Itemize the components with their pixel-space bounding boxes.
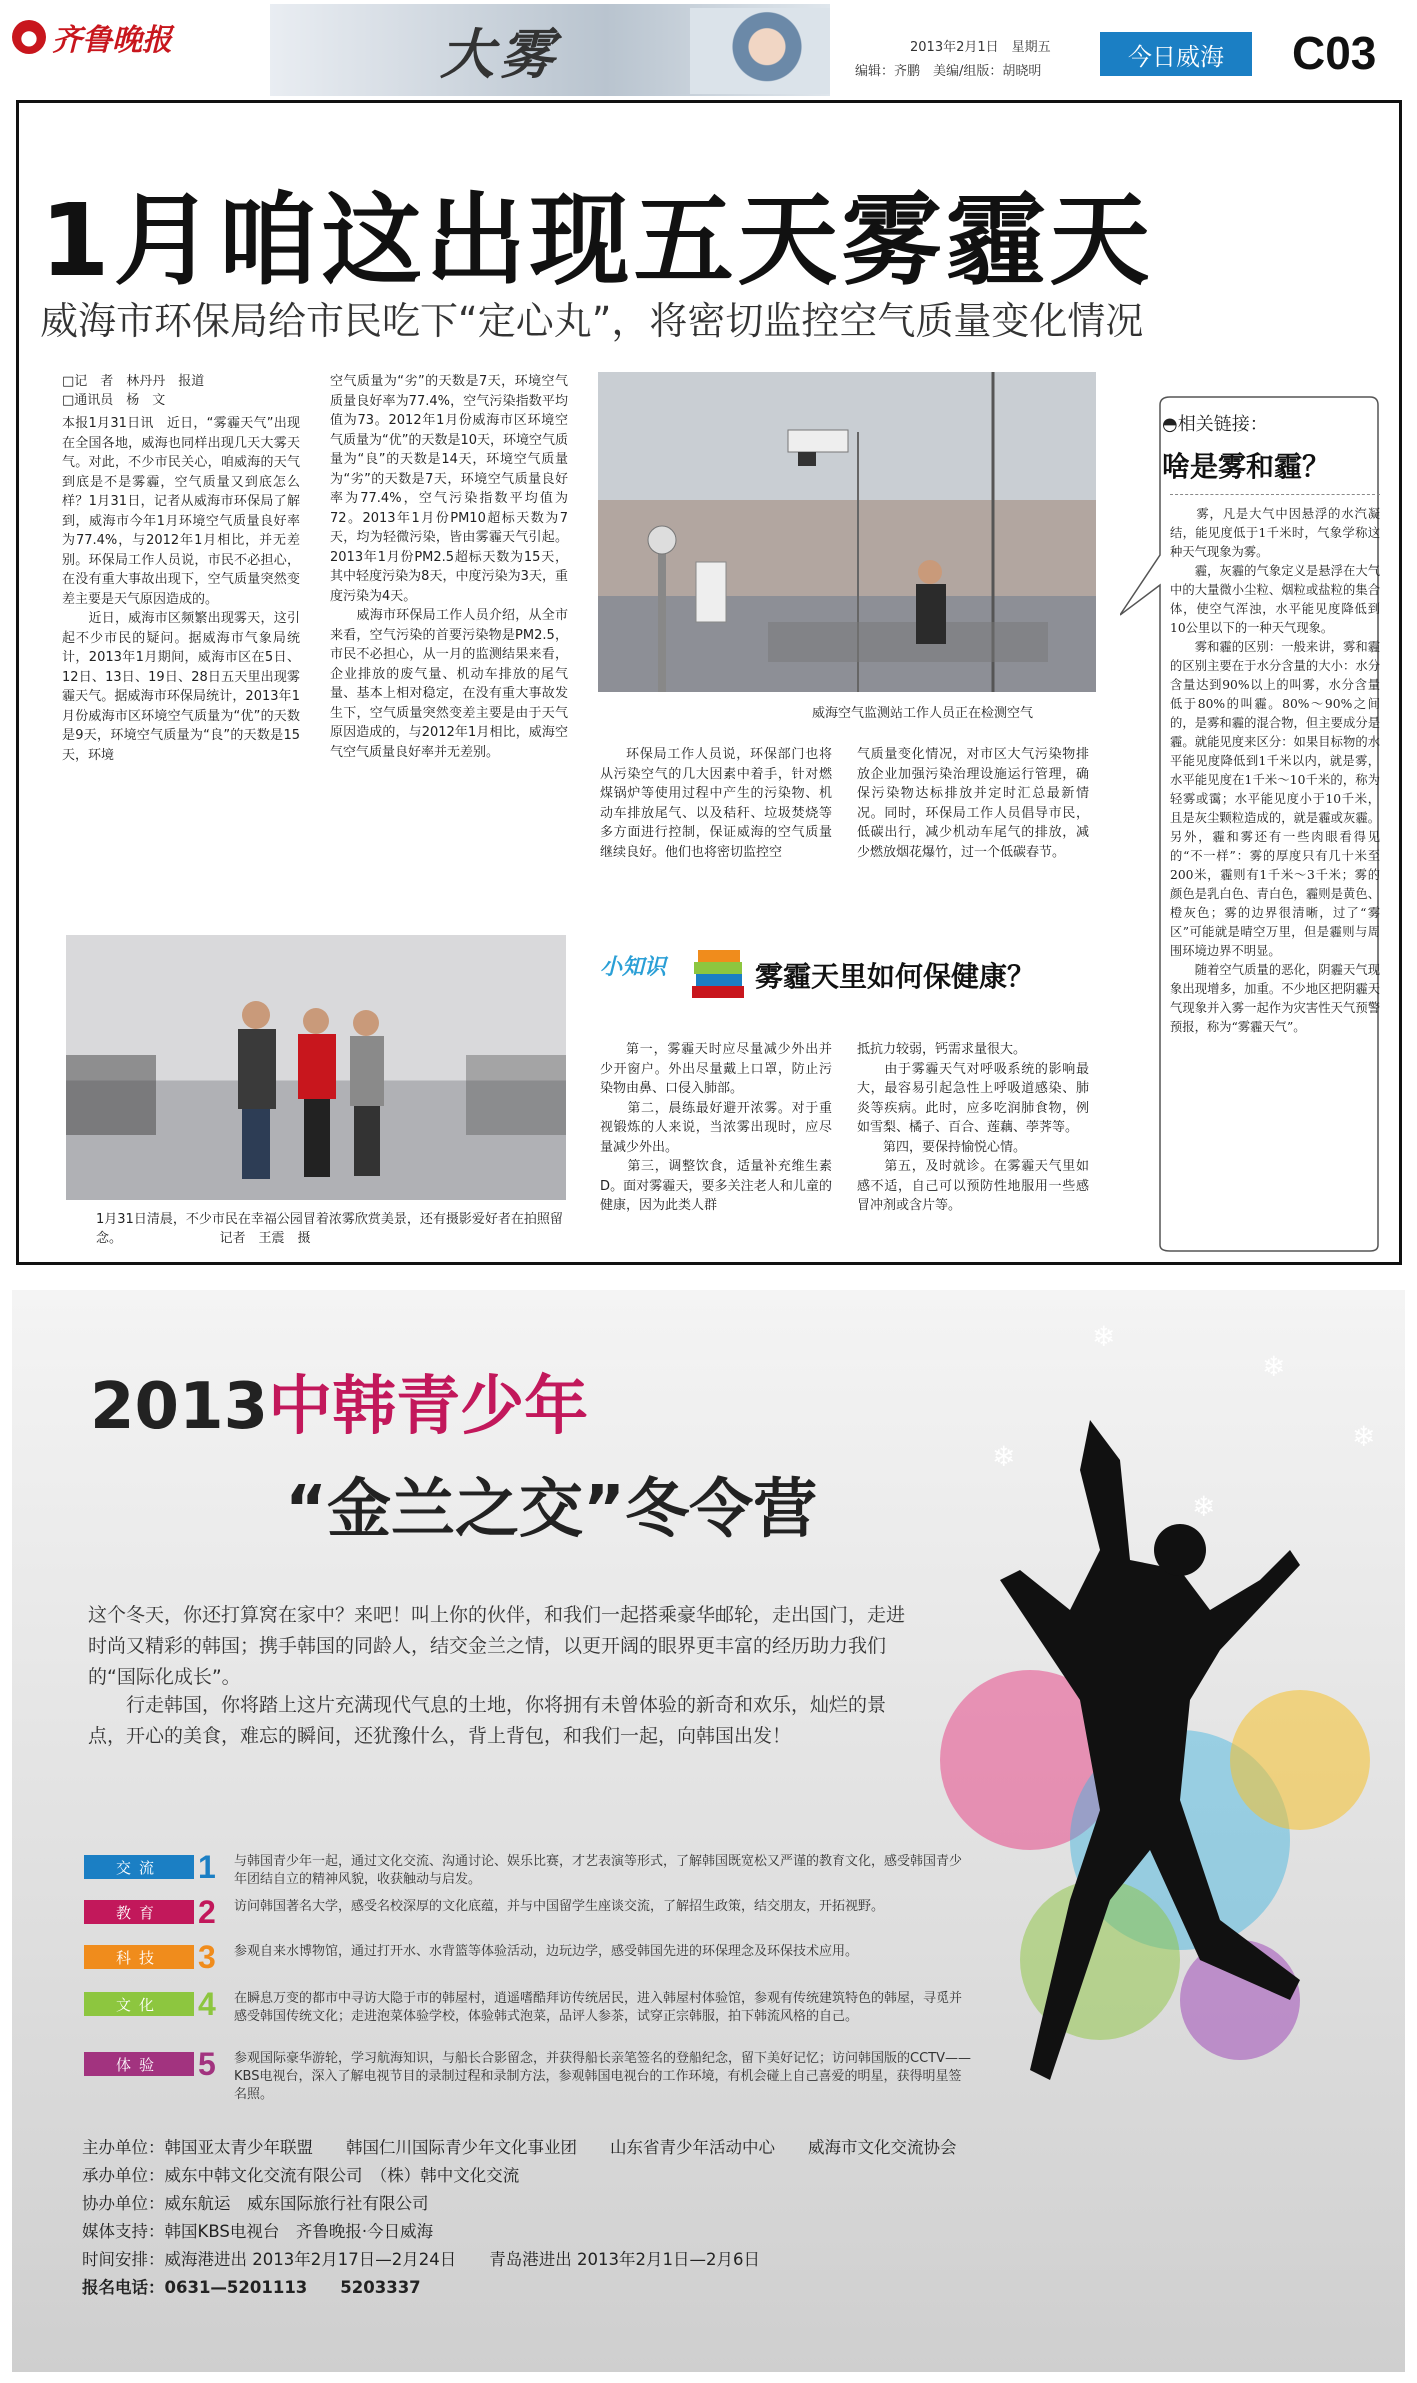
- snowflake-icon: ❄: [992, 1440, 1016, 1473]
- ad-intro: 这个冬天，你还打算窝在家中？来吧！叫上你的伙伴，和我们一起搭乘豪华邮轮，走出国门，走进时尚又精彩的韩国；携手韩国的同龄人，结交金兰之情，以更开阔的眼界更丰富的经历助力我们的“国际化成长”。: [88, 1604, 906, 1688]
- ad-title-subject: 中韩青少年: [268, 1370, 589, 1444]
- program-culture: [84, 1986, 984, 2050]
- banner-photo: [690, 8, 830, 94]
- ad-title-year: 2013: [90, 1370, 269, 1444]
- article-column-2: 空气质量为“劣”的天数是7天，环境空气质量良好率为77.4%，空气污染指数平均值为73。2012年1月份威海市区环境空气质量为“优”的天数是10天，环境空气质量为“良”的天数是14天，环境空气质量为“劣”的天数是7天，环境空气质量良好率为77.4%，空气污染指数平均值为72。2013年1月份PM10超标天数为7天，均为轻微污染，皆由雾霾天气引起。2013年1月份PM2.5超标天数为15天，其中轻度污染为8天，中度污染为3天，重度污染为4天。 威海市环保局工作人员介绍，从全市来看，空气污染的首要污染物是PM2.5，市民不必担心，从一月的监测结果来看，企业排放的废气量、机动车排放的尾气量、基本上相对稳定，在没有重大事故发生下，空气质量突然变差主要是由于天气原因造成的，与2012年1月相比，威海空气空气质量良好率并无差别。: [330, 374, 569, 760]
- sponsor-list: [82, 2134, 1182, 2302]
- tips-heading: 雾霾天里如何保健康？: [755, 960, 1036, 993]
- article-column-3: 环保局工作人员说，环保部门也将从污染空气的几大因素中着手，针对燃煤锅炉等使用过程中产生的污染物、机动车排放尾气、以及秸秆、垃圾焚烧等多方面进行控制，保证威海的空气质量继续良好。他们也将密切监控空: [600, 747, 832, 860]
- banner-title: 大雾: [440, 22, 560, 86]
- article-column-1: 本报1月31日讯 近日，“雾霾天气”出现在全国各地，威海也同样出现几天大雾天气。对此，不少市民关心，咱威海的天气到底是不是雾霾，空气质量又到底怎么样？1月31日，记者从威海市环保局了解到，威海市今年1月环境空气质量良好率为77.4%，与2012年1月相比，并无差别。环保局工作人员说，市民不必担心，在没有重大事故出现下，空气质量突然变差主要是天气原因造成的。 近日，威海市区频繁出现雾天，这引起不少市民的疑问。据威海市气象局统计，2013年1月期间，威海市区在5日、12日、13日、19日、28日五天里出现雾霾天气。据威海市环保局统计，2013年1月份威海市区环境空气质量为“优”的天数是9天，环境空气质量为“良”的天数是15天，环境: [62, 416, 300, 763]
- program-number: 1: [198, 1849, 216, 1885]
- sponsor-line-undertakers: 承办单位：威东中韩文化交流有限公司 （株）韩中文化交流: [82, 2166, 520, 2185]
- logo-text: 齐鲁晚报: [52, 23, 172, 58]
- article-column-4: 气质量变化情况，对市区大气污染物排放企业加强污染治理设施运行管理，确保污染物达标排放并定时汇总最新情况。同时，环保局工作人员倡导市民，低碳出行，减少机动车尾气的排放，减少燃放烟花爆竹，过一个低碳春节。: [857, 747, 1089, 860]
- sponsor-line-co-organizers: 协办单位：威东航运 威东国际旅行社有限公司: [82, 2194, 429, 2213]
- program-tag: 交流: [84, 1855, 194, 1879]
- snowflake-icon: ❄: [1262, 1350, 1286, 1383]
- sidebar-body: 雾，凡是大气中因悬浮的水汽凝结，能见度低于1千米时，气象学称这种天气现象为雾。 霾，灰霾的气象定义是悬浮在大气中的大量微小尘粒、烟粒或盐粒的集合体，使空气浑浊，水平能见度降低到10公里以下的一种天气现象。 雾和霾的区别：一般来讲，雾和霾的区别主要在于水分含量的大小：水分含量达到90%以上的叫雾，水分含量低于80%的叫霾。80%～90%之间的，是雾和霾的混合物，但主要成分是霾。就能见度来区分：如果目标物的水平能见度降低到1千米以内，就是雾，水平能见度在1千米～10千米的，称为轻雾或霭；水平能见度小于10千米，且是灰尘颗粒造成的，就是霾或灰霾。另外，霾和雾还有一些肉眼看得见的“不一样”：雾的厚度只有几十米至200米，霾则有1千米～3千米；雾的颜色是乳白色、青白色，霾则是黄色、橙灰色；雾的边界很清晰，过了“雾区”可能就是晴空万里，但是霾则与周围环境边界不明显。 随着空气质量的恶化，阴霾天气现象出现增多，加重。不少地区把阴霾天气现象并入雾一起作为灾害性天气预警预报，称为“雾霾天气”。: [1170, 507, 1380, 1034]
- air-monitor-photo: [598, 372, 1096, 692]
- sidebar-kicker: ◓相关链接：: [1162, 414, 1268, 435]
- editor-credits: 编辑：齐鹏 美编/组版：胡晓明: [855, 64, 1042, 79]
- subheadline: 威海市环保局给市民吃下“定心丸”，将密切监控空气质量变化情况: [40, 299, 1144, 343]
- program-description: 参观国际豪华游轮，学习航海知识，与船长合影留念，并获得船长亲笔签名的登船纪念，留下美好记忆；访问韩国版的CCTV——KBS电视台，深入了解电视节目的录制过程和录制方法，参观韩国电视台的工作环境，有机会碰上自己喜爱的明星，获得明星签名照。: [234, 2051, 971, 2102]
- issue-date: 2013年2月1日 星期五: [910, 40, 1051, 55]
- snowflake-icon: ❄: [1092, 1320, 1116, 1353]
- park-photo-caption: 1月31日清晨，不少市民在幸福公园冒着浓雾欣赏美景，还有摄影爱好者在拍照留念。 记者 王震 摄: [96, 1212, 563, 1246]
- sponsor-line-schedule: 时间安排：威海港进出 2013年2月17日—2月24日 青岛港进出 2013年2月1日—2月6日: [82, 2250, 760, 2269]
- books-icon: [688, 944, 748, 1004]
- tips-column-1: 第一，雾霾天时应尽量减少外出并少开窗户。外出尽量戴上口罩，防止污染物由鼻、口侵入肺部。 第二，晨练最好避开浓雾。对于重视锻炼的人来说，当浓雾出现时，应尽量减少外出。 第三，调整饮食，适量补充维生素D。面对雾霾天，要多关注老人和儿童的健康，因为此类人群: [600, 1042, 832, 1213]
- ad-intro-2: 行走韩国，你将踏上这片充满现代气息的土地，你将拥有未曾体验的新奇和欢乐，灿烂的景点，开心的美食，难忘的瞬间，还犹豫什么，背上背包，和我们一起，向韩国出发！: [88, 1694, 887, 1747]
- program-description: 与韩国青少年一起，通过文化交流、沟通讨论、娱乐比赛，才艺表演等形式，了解韩国既宽松又严谨的教育文化，感受韩国青少年团结自立的精神风貌，收获触动与启发。: [234, 1854, 963, 1887]
- program-number: 4: [198, 1986, 216, 2022]
- byline: [62, 372, 300, 410]
- snowflake-icon: ❄: [1192, 1490, 1216, 1523]
- sidebar-divider: [1170, 494, 1380, 495]
- sponsor-line-media: 媒体支持：韩国KBS电视台 齐鲁晚报·今日威海: [82, 2222, 434, 2241]
- program-description: 参观自来水博物馆，通过打开水、水背篮等体验活动，边玩边学，感受韩国先进的环保理念及环保技术应用。: [234, 1944, 859, 1959]
- ad-title-line-1: [90, 1355, 588, 1447]
- program-tag: 科技: [84, 1945, 194, 1969]
- program-tag: 文化: [84, 1992, 194, 2016]
- headline: 1月咱这出现五天雾霾天: [40, 182, 1154, 299]
- newspaper-logo: [12, 8, 252, 66]
- air-monitor-scene: [598, 372, 1096, 692]
- byline-reporter: □记 者 林丹丹 报道: [62, 374, 205, 389]
- logo-emblem-icon: ●: [12, 20, 46, 54]
- tips-column-2: 抵抗力较弱，钙需求量很大。 由于雾霾天气对呼吸系统的影响最大，最容易引起急性上呼吸道感染、肺炎等疾病。此时，应多吃润肺食物，例如雪梨、橘子、百合、莲藕、荸荠等。 第四，要保持愉悦心情。 第五，及时就诊。在雾霾天气里如感不适，自己可以预防性地服用一些感冒冲剂或含片等。: [857, 1042, 1089, 1213]
- program-number: 5: [198, 2046, 216, 2082]
- program-number: 3: [198, 1939, 216, 1975]
- sponsor-line-phone: 报名电话：0631—5201113 5203337: [82, 2278, 421, 2297]
- program-tag: 教育: [84, 1900, 194, 1924]
- air-monitor-caption: 威海空气监测站工作人员正在检测空气: [812, 706, 1034, 721]
- sponsor-line-organizers: 主办单位：韩国亚太青少年联盟 韩国仁川国际青少年文化事业团 山东省青少年活动中心 威海市文化交流协会: [82, 2138, 957, 2157]
- program-number: 2: [198, 1894, 216, 1930]
- snowflake-icon: ❄: [1352, 1420, 1376, 1453]
- sidebar-title: 啥是雾和霾？: [1162, 450, 1331, 483]
- program-tag: 体验: [84, 2052, 194, 2076]
- program-description: 在瞬息万变的都市中寻访大隐于市的韩屋村，逍遥嗜酷拜访传统居民，进入韩屋村体验馆，参观有传统建筑特色的韩屋，寻觅并感受韩国传统文化；走进泡菜体验学校，体验韩式泡菜，品评人参茶，试穿正宗韩服，拍下韩流风格的自己。: [234, 1991, 963, 2024]
- page-number: C03: [1292, 27, 1377, 79]
- section-tag: 今日威海: [1100, 32, 1252, 76]
- program-experience: [84, 2046, 984, 2110]
- tips-badge: 小知识: [600, 955, 667, 980]
- ad-title-line-2: “金兰之交”冬令营: [285, 1473, 818, 1547]
- byline-correspondent: □通讯员 杨 文: [62, 393, 166, 408]
- park-scene: [66, 935, 566, 1200]
- park-photo: [66, 935, 566, 1200]
- program-description: 访问韩国著名大学，感受名校深厚的文化底蕴，并与中国留学生座谈交流，了解招生政策，结交朋友，开拓视野。: [234, 1899, 885, 1914]
